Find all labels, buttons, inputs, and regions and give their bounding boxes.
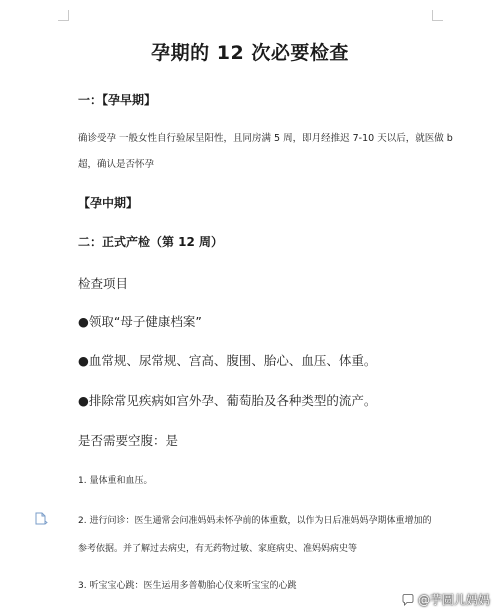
page-corner-mark-right — [432, 10, 443, 21]
items-heading: 检查项目 — [78, 276, 129, 291]
watermark-text: @芋圆儿妈妈 — [417, 593, 490, 607]
list-item: ●领取“母子健康档案” — [78, 314, 202, 329]
paragraph-line: 超，确认是否怀孕 — [78, 159, 155, 170]
document-icon[interactable] — [34, 512, 48, 526]
chat-bubble-icon — [401, 593, 415, 607]
fasting-note: 是否需要空腹：是 — [78, 433, 179, 448]
list-item: ●血常规、尿常规、宫高、腹围、胎心、血压、体重。 — [78, 353, 377, 368]
list-item: 2. 进行问诊：医生通常会问准妈妈未怀孕前的体重数，以作为日后准妈妈孕期体重增加的 — [78, 516, 432, 526]
list-item: ●排除常见疾病如宫外孕、葡萄胎及各种类型的流产。 — [78, 393, 377, 408]
list-item: 3. 听宝宝心跳：医生运用多普勒胎心仪来听宝宝的心跳 — [78, 581, 297, 591]
page-title: 孕期的 12 次必要检查 — [151, 42, 349, 64]
watermark — [401, 591, 490, 608]
list-item: 1. 量体重和血压。 — [78, 476, 153, 486]
paragraph-line: 确诊受孕 一般女性自行验尿呈阳性，且同房满 5 周，即月经推迟 7-10 天以后，就医做 b — [78, 133, 453, 144]
subsection-heading: 二：正式产检（第 12 周） — [78, 235, 224, 249]
list-item-continued: 参考依据。并了解过去病史，有无药物过敏、家庭病史、准妈妈病史等 — [78, 544, 358, 554]
section-heading-mid: 【孕中期】 — [78, 196, 139, 210]
section-heading-early: 一：【孕早期】 — [78, 93, 157, 107]
page-corner-mark-left — [58, 10, 69, 21]
